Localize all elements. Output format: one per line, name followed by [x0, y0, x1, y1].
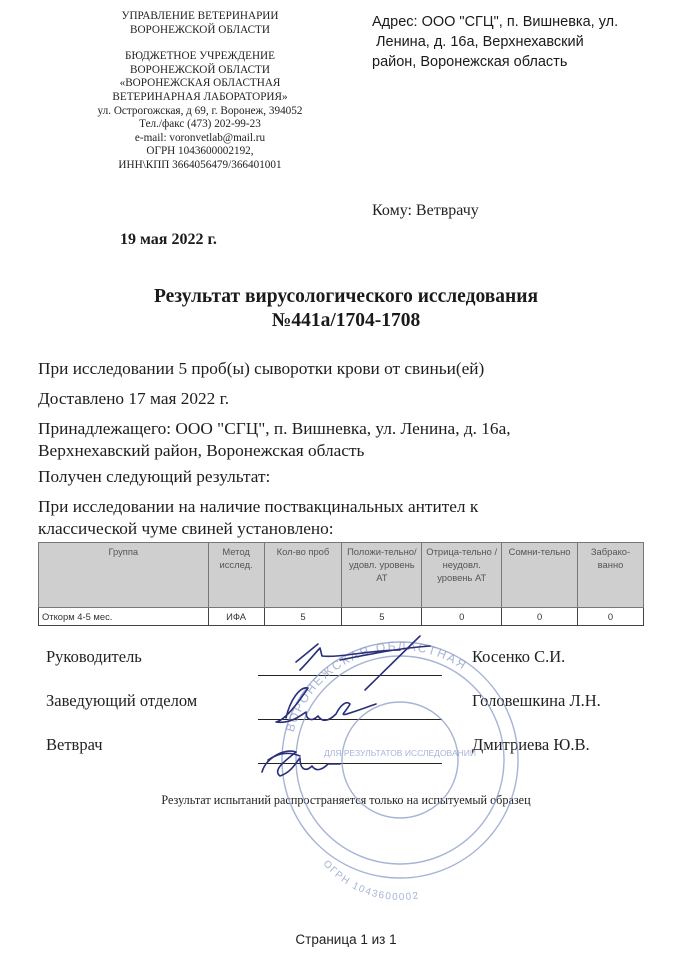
stamp-outer-text: ВОРОНЕЖСКАЯ ОБЛАСТНАЯ — [282, 638, 470, 734]
official-stamp — [282, 642, 518, 878]
address-line: Ленина, д. 16а, Верхнехавский — [376, 34, 584, 50]
title-line: Результат вирусологического исследования — [153, 286, 539, 307]
cell-doubtful: 0 — [502, 608, 578, 626]
address-line: район, Воронежская область — [372, 54, 568, 70]
signer-name: Косенко С.И. — [472, 647, 566, 666]
owner-line-2: Верхнехавский район, Воронежская область — [38, 441, 365, 460]
signer-role: Ветврач — [46, 735, 103, 754]
disclaimer: Результат испытаний распространяется только на испытуемый образец — [161, 793, 531, 807]
header-method: Метод исслед. — [208, 543, 264, 608]
header-negative: Отрица-тельно / неудовл. уровень АТ — [422, 543, 502, 608]
finding-line-1: При исследовании на наличие поствакцинальных антител к — [38, 497, 479, 516]
cell-positive: 5 — [342, 608, 422, 626]
org-line: БЮДЖЕТНОЕ УЧРЕЖДЕНИЕ — [125, 50, 275, 63]
org-line: УПРАВЛЕНИЕ ВЕТЕРИНАРИИ — [121, 10, 279, 22]
results-table — [38, 542, 644, 626]
stamp-bottom-text: ОГРН 1043600002 — [320, 858, 421, 904]
document-date: 19 мая 2022 г. — [120, 231, 217, 248]
org-line: «ВОРОНЕЖСКАЯ ОБЛАСТНАЯ — [119, 77, 281, 90]
signature-line — [258, 675, 442, 676]
owner-line-1: Принадлежащего: ООО "СГЦ", п. Вишневка, ул. Ленина, д. 16а, — [38, 419, 511, 438]
header-sample-count: Кол-во проб — [264, 543, 342, 608]
received-result: Получен следующий результат: — [38, 467, 271, 486]
signature-line — [258, 763, 442, 764]
org-phone: Тел./факс (473) 202-99-23 — [139, 118, 261, 131]
signer-name: Головешкина Л.Н. — [472, 691, 601, 710]
cell-rejected: 0 — [578, 608, 644, 626]
study-description: При исследовании 5 проб(ы) сыворотки крови от свиньи(ей) — [38, 359, 485, 378]
signer-role: Заведующий отделом — [46, 691, 198, 710]
header-positive: Положи-тельно/ удовл. уровень АТ — [342, 543, 422, 608]
org-street: ул. Острогожская, д 69, г. Воронеж, 394052 — [97, 104, 303, 117]
stamp-middle-ring — [296, 656, 504, 864]
signature-row-department — [46, 691, 646, 713]
signature-row-vet — [46, 735, 646, 757]
header-doubtful: Сомни-тельно — [502, 543, 578, 608]
recipient-address — [372, 12, 662, 72]
org-line: ВЕТЕРИНАРНАЯ ЛАБОРАТОРИЯ» — [112, 90, 288, 103]
signature-line — [258, 719, 442, 720]
table-header-row — [39, 543, 644, 608]
org-inn: ИНН\КПП 3664056479/366401001 — [118, 158, 282, 171]
header-rejected: Забрако-ванно — [578, 543, 644, 608]
cell-negative: 0 — [422, 608, 502, 626]
cell-sample-count: 5 — [264, 608, 342, 626]
org-line: ВОРОНЕЖСКОЙ ОБЛАСТИ — [130, 23, 270, 36]
org-email: e-mail: voronvetlab@mail.ru — [134, 131, 266, 144]
address-line: Адрес: ООО "СГЦ", п. Вишневка, ул. — [372, 14, 619, 30]
signer-role: Руководитель — [46, 647, 142, 666]
recipient: Кому: Ветврачу — [372, 202, 479, 219]
cell-group: Откорм 4-5 мес. — [39, 608, 209, 626]
cell-method: ИФА — [208, 608, 264, 626]
organization-header — [80, 10, 320, 173]
document-title — [0, 285, 692, 333]
signer-name: Дмитриева Ю.В. — [472, 735, 590, 754]
page-indicator: Страница 1 из 1 — [295, 932, 397, 947]
signature-row-head — [46, 647, 646, 669]
finding-line-2: классической чуме свиней установлено: — [38, 519, 334, 538]
org-line: ВОРОНЕЖСКОЙ ОБЛАСТИ — [130, 63, 270, 76]
org-ogrn: ОГРН 1043600002192, — [146, 145, 254, 158]
header-group: Группа — [39, 543, 209, 608]
stamp-outer-ring — [282, 642, 518, 878]
table-row — [39, 608, 644, 626]
stamp-inner-text: ДЛЯ РЕЗУЛЬТАТОВ ИССЛЕДОВАНИЙ — [324, 748, 476, 758]
delivery-date: Доставлено 17 мая 2022 г. — [38, 389, 230, 408]
title-number: №441а/1704-1708 — [271, 310, 421, 331]
